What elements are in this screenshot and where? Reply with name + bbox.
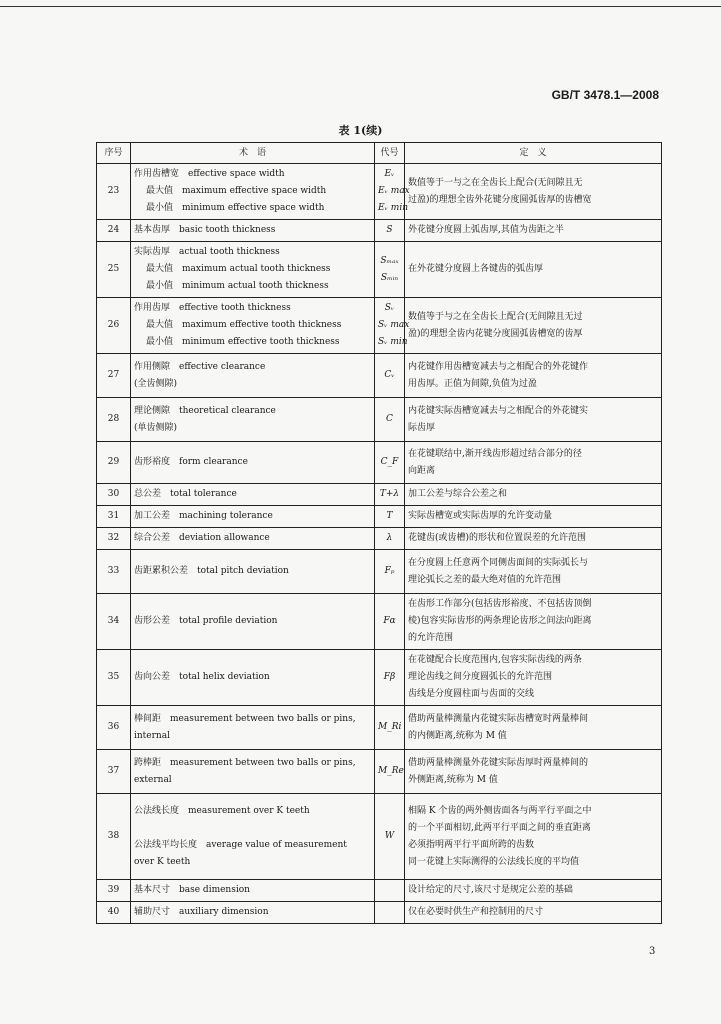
term-line: 辅助尺寸 auxiliary dimension — [134, 907, 269, 917]
definition-line: 棱)包容实际齿形的两条理论齿形之间法向距离 — [408, 616, 592, 626]
row-number: 26 — [97, 298, 131, 354]
term-line: external — [134, 774, 172, 785]
definition-line: 仅在必要时供生产和控制用的尺寸 — [408, 907, 544, 917]
definition-line: 在外花键分度圆上各键齿的弧齿厚 — [408, 264, 544, 274]
term-line: 作用齿厚 effective tooth thickness — [134, 303, 291, 313]
table-row — [97, 442, 662, 484]
term-cell — [131, 506, 375, 528]
definition-cell — [405, 442, 662, 484]
symbol-cell — [375, 220, 405, 242]
symbol-cell — [375, 902, 405, 924]
symbol-line: Sᵥ min — [378, 337, 408, 347]
table-row — [97, 706, 662, 750]
term-cell — [131, 442, 375, 484]
symbol-line: W — [384, 831, 395, 841]
term-line — [134, 820, 371, 837]
definition-line: 用齿厚。正值为间隙,负值为过盈 — [408, 378, 537, 389]
definition-cell — [405, 902, 662, 924]
symbol-cell — [375, 528, 405, 550]
definition-line: 的一个平面相切,此两平行平面之间的垂直距离 — [408, 822, 591, 833]
term-line: 作用齿槽宽 effective space width — [134, 169, 285, 179]
table-row — [97, 164, 662, 220]
term-cell — [131, 528, 375, 550]
symbol-cell — [375, 298, 410, 354]
term-line: 最小值 minimum effective tooth thickness — [146, 337, 340, 347]
term-line: 最大值 maximum actual tooth thickness — [146, 264, 331, 274]
row-number: 30 — [97, 484, 131, 506]
term-line: 齿向公差 total helix deviation — [134, 672, 270, 682]
definition-cell — [405, 242, 662, 298]
definition-line: 设计给定的尺寸,该尺寸是规定公差的基础 — [408, 885, 573, 895]
row-number: 37 — [97, 750, 131, 794]
term-cell — [131, 484, 375, 506]
table-row — [97, 298, 662, 354]
definition-line: 花键齿(或齿槽)的形状和位置误差的允许范围 — [408, 533, 587, 543]
symbol-line: M_Re — [378, 766, 404, 776]
terms-table — [96, 142, 662, 924]
definition-cell — [405, 594, 662, 650]
symbol-cell — [375, 506, 405, 528]
term-line: 基本尺寸 base dimension — [134, 885, 250, 895]
definition-line: 同一花键上实际测得的公法线长度的平均值 — [408, 856, 580, 867]
symbol-line: S — [386, 225, 393, 235]
col-header-symbol: 代号 — [375, 143, 405, 164]
row-number: 35 — [97, 650, 131, 706]
term-cell — [131, 902, 375, 924]
row-number: 23 — [97, 164, 131, 220]
table-row — [97, 242, 662, 298]
page-number: 3 — [649, 946, 656, 957]
definition-line: 在分度圆上任意两个同侧齿面间的实际弧长与 — [408, 557, 589, 568]
table-row — [97, 550, 662, 594]
symbol-line: Fβ — [383, 672, 396, 682]
row-number: 29 — [97, 442, 131, 484]
definition-line: 外侧距离,统称为 M 值 — [408, 774, 498, 785]
definition-cell — [405, 750, 662, 794]
symbol-line: Sₘₐₓ — [380, 255, 399, 266]
col-header-no: 序号 — [97, 143, 131, 164]
term-cell — [131, 880, 375, 902]
table-row — [97, 506, 662, 528]
term-cell — [131, 220, 375, 242]
term-cell — [131, 242, 375, 298]
symbol-line: Eᵥ min — [378, 203, 408, 213]
symbol-line: Sᵥ — [384, 303, 395, 313]
term-cell — [131, 594, 375, 650]
term-cell — [131, 164, 375, 220]
row-number: 34 — [97, 594, 131, 650]
col-header-definition: 定 义 — [405, 143, 662, 164]
definition-line: 的允许范围 — [408, 633, 454, 643]
table-row — [97, 750, 662, 794]
symbol-cell — [375, 242, 405, 298]
row-number: 39 — [97, 880, 131, 902]
definition-cell — [405, 220, 662, 242]
table-row — [97, 528, 662, 550]
definition-line: 盈)的理想全齿内花键分度圆弧齿槽宽的齿厚 — [408, 328, 583, 339]
definition-line: 借助两量棒测量内花键实际齿槽宽时两量棒间 — [408, 713, 589, 724]
term-cell — [131, 398, 375, 442]
definition-line: 理论齿线之间分度圆弧长的允许范围 — [408, 672, 553, 682]
definition-line: 内花键实际齿槽宽减去与之相配合的外花键实 — [408, 405, 589, 416]
table-title: 表 1(续) — [338, 124, 383, 137]
definition-line: 在花键联结中,渐开线齿形超过结合部分的径 — [408, 448, 582, 459]
symbol-line: T — [386, 511, 393, 521]
symbol-line: T+λ — [379, 489, 400, 499]
term-cell — [131, 750, 375, 794]
definition-line: 过盈)的理想全齿外花键分度圆弧齿厚的齿槽宽 — [408, 194, 592, 205]
term-cell — [131, 550, 375, 594]
term-line: 作用侧隙 effective clearance — [134, 361, 266, 372]
row-number: 32 — [97, 528, 131, 550]
symbol-cell — [375, 550, 405, 594]
term-line: 最小值 minimum actual tooth thickness — [146, 281, 329, 291]
definition-line: 的内侧距离,统称为 M 值 — [408, 730, 507, 741]
term-line: 加工公差 machining tolerance — [134, 511, 273, 521]
definition-line: 必须指明两平行平面所跨的齿数 — [408, 839, 535, 850]
symbol-line: Sₘᵢₙ — [380, 272, 399, 283]
symbol-line: C — [386, 414, 393, 424]
definition-cell — [405, 298, 662, 354]
term-line: 齿形公差 total profile deviation — [134, 616, 278, 626]
definition-line: 在齿形工作部分(包括齿形裕度、不包括齿顶倒 — [408, 599, 592, 609]
table-header-row — [97, 143, 662, 164]
table-row — [97, 220, 662, 242]
symbol-line: Eᵥ max — [378, 186, 410, 196]
table-row — [97, 902, 662, 924]
term-line: 总公差 total tolerance — [134, 489, 237, 499]
col-header-term: 术 语 — [131, 143, 375, 164]
term-line: 跨棒距 measurement between two balls or pins, — [134, 757, 356, 768]
symbol-line: Fα — [383, 616, 396, 626]
definition-line: 借助两量棒测量外花键实际齿厚时两量棒间的 — [408, 757, 589, 768]
term-line: 最大值 maximum effective space width — [146, 186, 327, 196]
symbol-cell — [375, 164, 410, 220]
definition-cell — [405, 794, 662, 880]
definition-line: 加工公差与综合公差之和 — [408, 489, 508, 499]
table-row — [97, 398, 662, 442]
term-line: 最小值 minimum effective space width — [146, 203, 325, 213]
definition-line: 在花键配合长度范围内,包容实际齿线的两条 — [408, 655, 582, 665]
term-line: 基本齿厚 basic tooth thickness — [134, 225, 276, 235]
symbol-line: C_F — [380, 457, 399, 467]
row-number: 40 — [97, 902, 131, 924]
definition-line: 相隔 K 个齿的两外侧齿面各与两平行平面之中 — [408, 805, 592, 816]
symbol-cell — [375, 442, 405, 484]
definition-line: 数值等于与之在全齿长上配合(无间隙且无过 — [408, 311, 583, 322]
standard-code: GB/T 3478.1—2008 — [551, 88, 659, 102]
term-cell — [131, 354, 375, 398]
definition-line: 理论弧长之差的最大绝对值的允许范围 — [408, 574, 562, 585]
term-line: internal — [134, 730, 170, 741]
definition-cell — [405, 880, 662, 902]
term-line: 齿距累积公差 total pitch deviation — [134, 566, 289, 576]
table-row — [97, 794, 662, 880]
table-row — [97, 880, 662, 902]
term-line: 公法线平均长度 average value of measurement — [134, 839, 347, 850]
term-line: 公法线长度 measurement over K teeth — [134, 805, 310, 816]
term-cell — [131, 794, 375, 880]
symbol-cell — [375, 880, 405, 902]
definition-line: 际齿厚 — [408, 422, 436, 433]
term-line: 综合公差 deviation allowance — [134, 533, 270, 543]
definition-line: 向距离 — [408, 465, 436, 476]
table-row — [97, 650, 662, 706]
symbol-cell — [375, 594, 405, 650]
term-line: 齿形裕度 form clearance — [134, 457, 248, 467]
table-row — [97, 484, 662, 506]
definition-line: 数值等于一与之在全齿长上配合(无间隙且无 — [408, 177, 583, 188]
term-cell — [131, 706, 375, 750]
definition-cell — [405, 550, 662, 594]
definition-cell — [405, 706, 662, 750]
definition-cell — [405, 528, 662, 550]
symbol-line: λ — [386, 533, 393, 543]
term-line: 最大值 maximum effective tooth thickness — [146, 320, 342, 330]
definition-cell — [405, 506, 662, 528]
row-number: 31 — [97, 506, 131, 528]
definition-line: 实际齿槽宽或实际齿厚的允许变动量 — [408, 511, 553, 521]
row-number: 33 — [97, 550, 131, 594]
top-rule — [0, 6, 721, 7]
definition-cell — [405, 650, 662, 706]
symbol-cell — [375, 706, 405, 750]
symbol-cell — [375, 398, 405, 442]
symbol-line: Fₚ — [384, 566, 395, 576]
row-number: 28 — [97, 398, 131, 442]
term-line: 棒间距 measurement between two balls or pins, — [134, 713, 356, 724]
row-number: 27 — [97, 354, 131, 398]
symbol-line: M_Ri — [378, 722, 402, 732]
definition-cell — [405, 398, 662, 442]
term-line: over K teeth — [134, 856, 191, 867]
row-number: 25 — [97, 242, 131, 298]
definition-cell — [405, 164, 662, 220]
symbol-cell — [375, 354, 405, 398]
term-line: 实际齿厚 actual tooth thickness — [134, 247, 280, 257]
symbol-line: Sᵥ max — [378, 320, 410, 330]
row-number: 24 — [97, 220, 131, 242]
definition-cell — [405, 354, 662, 398]
definition-line: 内花键作用齿槽宽减去与之相配合的外花键作 — [408, 361, 589, 372]
symbol-cell — [375, 650, 405, 706]
definition-cell — [405, 484, 662, 506]
term-line: 理论侧隙 theoretical clearance — [134, 405, 276, 416]
table-row — [97, 594, 662, 650]
term-cell — [131, 650, 375, 706]
definition-line: 外花键分度圆上弧齿厚,其值为齿距之半 — [408, 225, 564, 235]
symbol-cell — [375, 794, 405, 880]
symbol-line: Cᵥ — [384, 370, 395, 380]
definition-line: 齿线是分度圆柱面与齿面的交线 — [408, 689, 535, 699]
term-line: (全齿侧隙) — [134, 378, 178, 389]
row-number: 38 — [97, 794, 131, 880]
symbol-line: Eᵥ — [384, 169, 395, 179]
symbol-cell — [375, 750, 405, 794]
row-number: 36 — [97, 706, 131, 750]
symbol-cell — [375, 484, 405, 506]
term-cell — [131, 298, 375, 354]
term-line: (单齿侧隙) — [134, 422, 178, 433]
table-row — [97, 354, 662, 398]
